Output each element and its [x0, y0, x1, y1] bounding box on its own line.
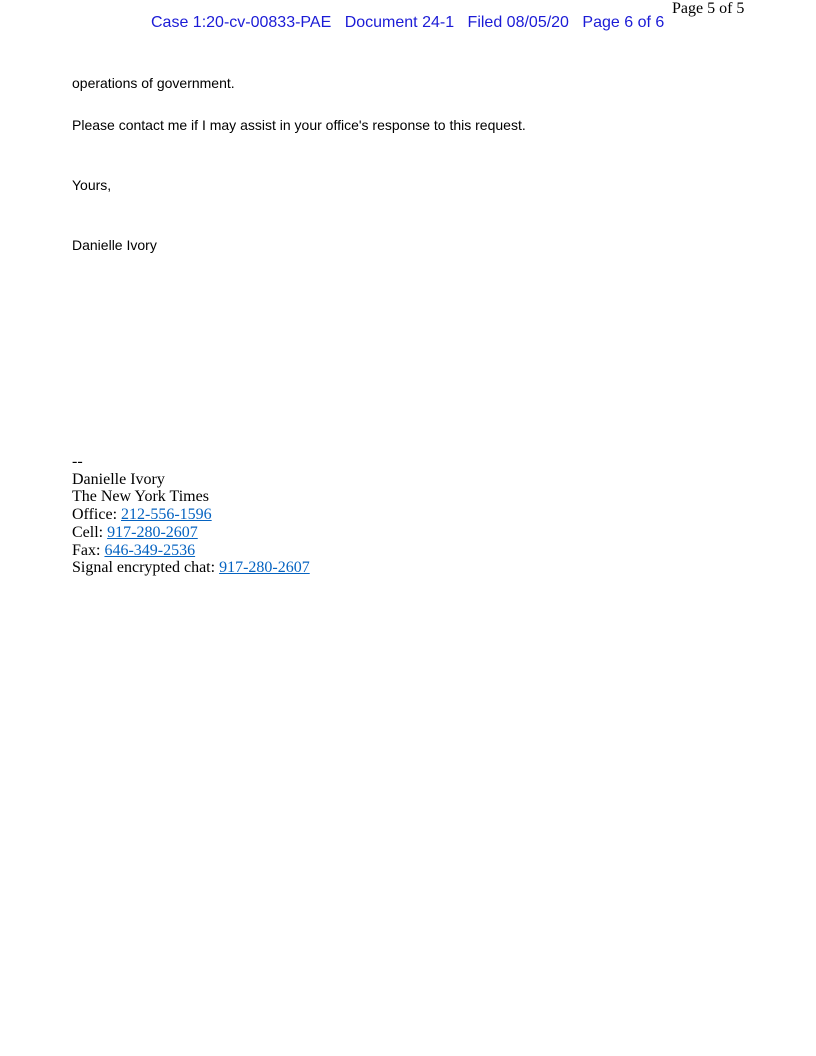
closing-salutation: Yours,: [72, 177, 112, 193]
signature-organization: The New York Times: [72, 488, 209, 506]
cell-label: Cell:: [72, 523, 108, 541]
filed-date: Filed 08/05/20: [467, 14, 569, 31]
body-paragraph-end: operations of government.: [72, 75, 235, 91]
signature-signal-line: [72, 559, 310, 577]
signature-cell-line: [72, 524, 310, 542]
office-phone-link[interactable]: 212-556-1596: [121, 506, 212, 524]
signature-separator: --: [72, 453, 83, 470]
signature-name: Danielle Ivory: [72, 470, 165, 488]
sender-name: Danielle Ivory: [72, 237, 157, 253]
signal-chat-link[interactable]: 917-280-2607: [219, 559, 310, 577]
signal-label: Signal encrypted chat:: [72, 559, 220, 577]
page-number: Page 5 of 5: [672, 0, 745, 17]
signature-fax-line: [72, 542, 310, 560]
fax-number-link[interactable]: 646-349-2536: [104, 541, 196, 559]
case-number: Case 1:20-cv-00833-PAE: [151, 14, 332, 31]
case-page-number: Page 6 of 6: [582, 14, 665, 31]
signature-office-line: [72, 506, 310, 524]
office-label: Office:: [72, 506, 122, 524]
document-number: Document 24-1: [344, 14, 455, 31]
cell-phone-link[interactable]: 917-280-2607: [107, 523, 198, 541]
body-paragraph-contact: Please contact me if I may assist in your office's response to this request.: [72, 117, 526, 133]
fax-label: Fax:: [72, 541, 105, 559]
email-signature: [72, 453, 310, 577]
case-header: [151, 14, 664, 32]
